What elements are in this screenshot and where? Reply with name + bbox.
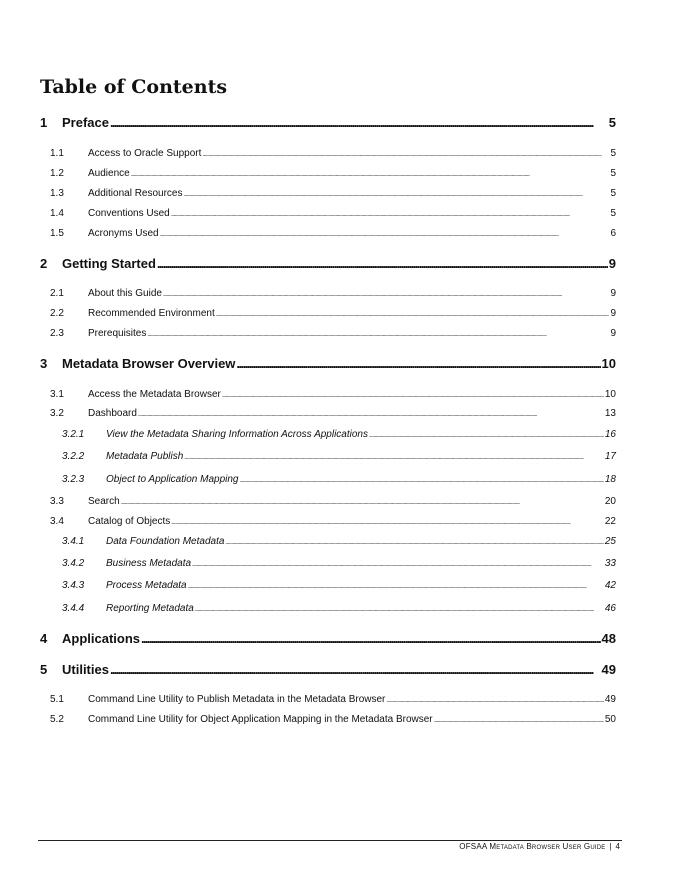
toc-page-number: 5	[610, 208, 616, 219]
toc-number: 3.4.4	[62, 603, 85, 614]
toc-page-number: 9	[610, 328, 616, 339]
toc-entry-3-2[interactable]	[40, 408, 616, 419]
toc-label: Business Metadata	[106, 558, 192, 569]
toc-number: 3	[40, 356, 48, 371]
toc-page-number: 49	[601, 662, 616, 677]
dot-leader	[192, 562, 604, 568]
toc-number: 1.3	[50, 188, 64, 199]
toc-entry-1-1[interactable]	[40, 148, 616, 159]
toc-number: 5.1	[50, 694, 64, 705]
toc-number: 2	[40, 256, 48, 271]
toc-entry-3-2-3[interactable]	[40, 474, 616, 485]
dot-leader	[121, 500, 604, 506]
toc-label: Applications	[62, 631, 141, 646]
toc-entry-2-2[interactable]	[40, 308, 616, 319]
dot-leader	[386, 698, 604, 704]
dot-leader	[163, 292, 610, 298]
toc-page-number: 9	[610, 288, 616, 299]
toc-label: View the Metadata Sharing Information Across Applications	[106, 429, 368, 440]
toc-entry-3-4-3[interactable]	[40, 580, 616, 591]
dot-leader	[195, 607, 604, 613]
toc-page-number: 10	[601, 356, 616, 371]
toc-number: 3.3	[50, 496, 64, 507]
toc-number: 3.4.1	[62, 536, 85, 547]
toc-label: Metadata Publish	[106, 451, 184, 462]
toc-number: 5.2	[50, 714, 64, 725]
dot-leader	[171, 212, 610, 218]
toc-number: 1.2	[50, 168, 64, 179]
toc-entry-3-4-4[interactable]	[40, 603, 616, 614]
footer-divider	[38, 840, 622, 841]
footer-page-number: 4	[615, 842, 620, 851]
toc-page-number: 5	[610, 188, 616, 199]
dot-leader	[202, 152, 609, 158]
dot-leader	[160, 232, 610, 238]
toc-page-number: 46	[604, 603, 616, 614]
toc-number: 3.1	[50, 389, 64, 400]
toc-label: Metadata Browser Overview	[62, 356, 236, 371]
dot-leader	[236, 356, 600, 371]
dot-leader	[369, 433, 604, 439]
toc-entry-3[interactable]	[40, 356, 616, 371]
dot-leader	[138, 412, 604, 418]
toc-label: Utilities	[62, 662, 109, 677]
toc-page-number: 20	[604, 496, 616, 507]
toc-entry-1-5[interactable]	[40, 228, 616, 239]
toc-number: 1.4	[50, 208, 64, 219]
toc-number: 3.4	[50, 516, 64, 527]
toc-entry-4[interactable]	[40, 631, 616, 646]
dot-leader	[216, 312, 610, 318]
toc-label: Getting Started	[62, 256, 156, 271]
toc-label: Preface	[62, 115, 109, 130]
toc-entry-2-3[interactable]	[40, 328, 616, 339]
toc-page-number: 17	[604, 451, 616, 462]
toc-label: Reporting Metadata	[106, 603, 194, 614]
toc-entry-5-1[interactable]	[40, 694, 616, 705]
toc-label: Additional Resources	[88, 188, 183, 199]
toc-number: 2.1	[50, 288, 64, 299]
toc-number: 3.2.1	[62, 429, 85, 440]
toc-label: Access to Oracle Support	[88, 148, 202, 159]
toc-number: 1.5	[50, 228, 64, 239]
toc-entry-3-4[interactable]	[40, 516, 616, 527]
toc-page-number: 5	[608, 115, 616, 130]
toc-number: 1	[40, 115, 48, 130]
dot-leader	[141, 631, 601, 646]
toc-label: Catalog of Objects	[88, 516, 171, 527]
toc-number: 3.2	[50, 408, 64, 419]
toc-page-number: 6	[610, 228, 616, 239]
toc-label: Acronyms Used	[88, 228, 159, 239]
toc-entry-3-4-1[interactable]	[40, 536, 616, 547]
toc-label: Search	[88, 496, 120, 507]
toc-entry-2-1[interactable]	[40, 288, 616, 299]
toc-entry-5[interactable]	[40, 662, 616, 677]
footer-separator: |	[609, 842, 612, 851]
dot-leader	[110, 662, 601, 677]
toc-entry-3-4-2[interactable]	[40, 558, 616, 569]
dot-leader	[157, 256, 608, 271]
toc-entry-1-4[interactable]	[40, 208, 616, 219]
toc-page-number: 42	[604, 580, 616, 591]
toc-entry-3-2-1[interactable]	[40, 429, 616, 440]
toc-entry-5-2[interactable]	[40, 714, 616, 725]
toc-number: 3.4.3	[62, 580, 85, 591]
toc-number: 5	[40, 662, 48, 677]
toc-page-number: 13	[604, 408, 616, 419]
toc-number: 2.3	[50, 328, 64, 339]
toc-label: Prerequisites	[88, 328, 147, 339]
dot-leader	[110, 115, 608, 130]
toc-label: Access the Metadata Browser	[88, 389, 221, 400]
toc-number: 1.1	[50, 148, 64, 159]
toc-label: Data Foundation Metadata	[106, 536, 225, 547]
toc-page-number: 5	[610, 148, 616, 159]
toc-entry-1[interactable]	[40, 115, 616, 130]
toc-label: Audience	[88, 168, 130, 179]
dot-leader	[222, 393, 604, 399]
toc-number: 3.4.2	[62, 558, 85, 569]
toc-page-number: 16	[604, 429, 616, 440]
page-footer	[459, 842, 620, 851]
toc-label: Recommended Environment	[88, 308, 215, 319]
toc-page-number: 18	[604, 474, 616, 485]
dot-leader	[184, 192, 610, 198]
toc-page-number: 9	[608, 256, 616, 271]
toc-number: 3.2.2	[62, 451, 85, 462]
toc-label: Command Line Utility to Publish Metadata in the Metadata Browser	[88, 694, 386, 705]
dot-leader	[171, 520, 604, 526]
toc-label: Process Metadata	[106, 580, 187, 591]
toc-number: 4	[40, 631, 48, 646]
toc-page-number: 49	[604, 694, 616, 705]
toc-label: About this Guide	[88, 288, 162, 299]
toc-entry-1-3[interactable]	[40, 188, 616, 199]
toc-label: Object to Application Mapping	[106, 474, 239, 485]
toc-page-number: 48	[601, 631, 616, 646]
toc-page-number: 5	[610, 168, 616, 179]
toc-number: 3.2.3	[62, 474, 85, 485]
dot-leader	[434, 718, 604, 724]
footer-guide-title: OFSAA Metadata Browser User Guide	[459, 842, 606, 851]
dot-leader	[240, 478, 604, 484]
toc-page-number: 10	[604, 389, 616, 400]
toc-label: Conventions Used	[88, 208, 170, 219]
toc-label: Dashboard	[88, 408, 137, 419]
toc-page-number: 50	[604, 714, 616, 725]
toc-entry-2[interactable]	[40, 256, 616, 271]
toc-entry-3-1[interactable]	[40, 389, 616, 400]
toc-entry-1-2[interactable]	[40, 168, 616, 179]
toc-label: Command Line Utility for Object Application Mapping in the Metadata Browser	[88, 714, 433, 725]
toc-page-number: 9	[610, 308, 616, 319]
dot-leader	[225, 540, 603, 546]
toc-entry-3-3[interactable]	[40, 496, 616, 507]
toc-page-number: 22	[604, 516, 616, 527]
dot-leader	[131, 172, 610, 178]
toc-number: 2.2	[50, 308, 64, 319]
toc-page-number: 25	[604, 536, 616, 547]
toc-page-number: 33	[604, 558, 616, 569]
page-title: Table of Contents	[40, 76, 228, 98]
dot-leader	[184, 455, 604, 461]
dot-leader	[147, 332, 609, 338]
toc-entry-3-2-2[interactable]	[40, 451, 616, 462]
dot-leader	[188, 584, 604, 590]
